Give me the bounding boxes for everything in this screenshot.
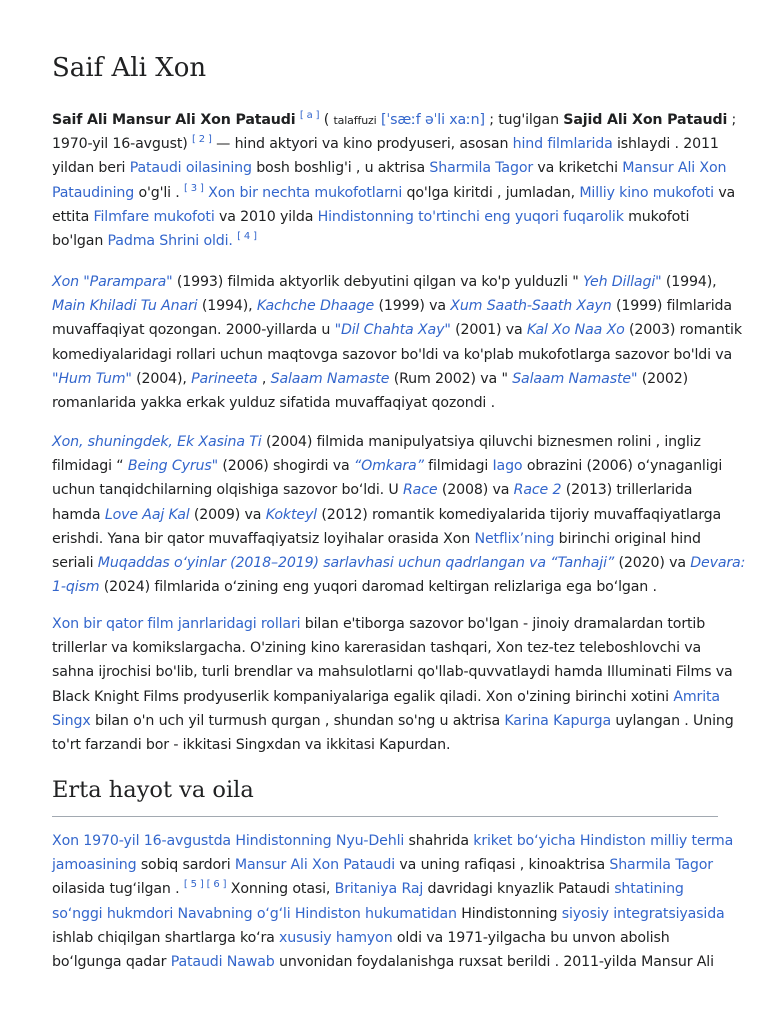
article-link[interactable]: "Dil Chahta Xay" [334,322,451,339]
citation-link[interactable]: [ 2 ] [192,134,212,146]
article-link[interactable]: hind filmlarida [512,136,613,153]
body-text: oilasida tug‘ilgan . [52,881,184,898]
body-text: hamda [52,506,105,523]
body-text: sobiq sardori [136,857,235,874]
article-link[interactable]: Devara: [690,554,746,571]
body-text: va 2010 yilda [214,208,318,225]
article-link[interactable]: Race [402,482,438,499]
body-text: Xonning otasi, [226,881,335,898]
body-text: uchun tanqidchilarning olqishiga sazovor bo‘ldi. U [52,482,403,499]
article-link[interactable]: Main Khiladi Tu Anari [52,298,198,315]
article-link[interactable]: Mansur Ali Xon [622,160,727,177]
text-line [52,685,732,709]
citation-link[interactable]: [ 5 ] [ 6 ] [183,879,227,891]
text-line [52,367,732,391]
article-link[interactable]: Kal Xo Naa Xo [526,322,625,339]
body-text: (2013) trillerlarida [561,482,693,499]
article-link[interactable]: Being Cyrus" [127,458,219,475]
body-text: ishlaydi . 2011 [612,136,719,153]
body-text: (1993) filmida aktyorlik debyutini qilgan va ko'p yulduzli " [172,274,584,290]
body-text: bo'lgan [52,232,108,249]
article-link[interactable]: “Omkara” [353,458,424,475]
body-text: , [257,370,271,387]
article-link[interactable]: Salaam Namaste" [512,370,638,387]
article-link[interactable]: Pataudi Nawab [170,953,275,970]
article-link[interactable]: Sharmila Tagor [609,857,713,874]
body-text: (2020) va [614,554,691,571]
roles-paragraph [52,430,746,599]
section-divider [52,816,718,817]
body-text: (2001) va [450,322,527,339]
body-text: (2003) romantik [624,322,742,339]
body-text: davridagi knyazlik Pataudi [423,881,615,898]
body-text: ettita [52,208,94,225]
body-text: ; tug'ilgan [484,112,564,128]
pronunciation-label: talaffuzi [333,114,377,127]
article-link[interactable]: Xon, shuningdek, Ek Xasina Ti [52,434,262,450]
article-link[interactable]: "Hum Tum" [52,370,132,387]
bold-text: Saif Ali Mansur Ali Xon Pataudi [52,112,296,128]
text-line [52,853,732,877]
body-text: bilan e'tiborga sazovor bo'lgan - jinoiy dramalardan tortib [300,616,706,632]
body-text: trillerlar va komikslargacha. O'zining kino karerasidan tashqari, Xon tez-tez teleboshlovchi va [52,640,702,657]
article-link[interactable]: 1-qism [52,579,100,596]
article-link[interactable]: Race 2 [513,482,562,499]
body-text: (2004), [131,370,192,387]
article-link[interactable]: Kokteyl [265,506,317,523]
body-text: (2006) shogirdi va [218,458,354,475]
body-text: va kriketchi [533,160,623,177]
text-line [52,181,736,205]
body-text: erishdi. Yana bir qator muvaffaqiyatsiz loyihalar orasida Xon [52,530,475,547]
article-link[interactable]: shtatining [614,881,684,898]
body-text: (2004) filmida manipulyatsiya qiluvchi biznesmen rolini , ingliz [261,434,701,450]
body-text: va [713,184,736,201]
body-text: (2009) va [189,506,266,523]
body-text: (2024) filmlarida o‘zining eng yuqori daromad keltirgan relizlariga ega bo‘lgan . [99,579,657,596]
body-text: o'g'li . [134,184,185,201]
body-text: (1999) va [374,298,451,315]
text-line [52,270,732,294]
article-link[interactable]: jamoasining [52,857,137,874]
text-line [52,551,746,575]
article-link[interactable]: Love Aaj Kal [104,506,190,523]
citation-link[interactable]: [ 4 ] [237,230,257,242]
text-line [52,950,732,974]
text-line [52,205,732,229]
article-link[interactable]: [ˈsæːf əˈli xaːn] [380,112,485,128]
article-link[interactable]: Karina Kapurga [504,712,612,729]
text-line [52,343,732,367]
text-line [52,391,732,415]
body-text: (2002) [637,370,688,387]
text-line [52,926,732,950]
text-line [52,108,737,132]
article-link[interactable]: Singx [52,712,91,729]
article-link[interactable]: Iago [492,458,523,475]
body-text: komediyalaridagi rollari uchun maqtovga sazovor bo'ldi va ko'plab mukofotlarga sazovor bo'ldi va [52,346,733,363]
text-line [52,902,732,926]
text-line [52,612,732,636]
article-link[interactable]: Xum Saath-Saath Xayn [450,298,612,315]
bold-text: Sajid Ali Xon Pataudi [563,112,728,128]
text-line [52,318,742,342]
article-link[interactable]: Amrita [673,688,720,705]
citation-link[interactable]: [ a ] [299,110,320,121]
article-link[interactable]: Britaniya Raj [334,881,424,898]
career-paragraph [52,270,742,415]
early-life-paragraph [52,829,732,974]
article-link[interactable]: so‘nggi hukmdori Navabning o‘g‘li Hindiston hukumatidan [52,905,457,922]
body-text: oldi va 1971-yilgacha bu unvon abolish [392,929,670,946]
body-text: sahna ijrochisi bo'lib, turli brendlar va mahsulotlarni qo'llab-quvvatlaydi hamda Illuminati Films va [52,664,733,681]
body-text: obrazini (2006) o‘ynaganligi [522,458,723,475]
body-text: romanlarida yakka erkak yulduz sifatida muvaffaqiyat qozondi . [52,394,495,411]
text-line [52,132,732,156]
body-text: bilan o'n uch yil turmush qurgan , shundan so'ng u aktrisa [90,712,505,729]
body-text: (2008) va [437,482,514,499]
body-text: bo‘lgunga qadar [52,953,171,970]
section-heading: Erta hayot va oila [52,777,254,803]
text-line [52,829,732,853]
article-link[interactable]: Kachche Dhaage [256,298,375,315]
article-link[interactable]: Pataudining [52,184,135,201]
article-link[interactable]: Sharmila Tagor [429,160,534,177]
body-text: Black Knight Films prodyuserlik kompaniyalariga egalik qiladi. Xon o'zining birinchi xotini [52,688,674,705]
text-line [52,575,732,599]
article-link[interactable]: Filmfare mukofoti [93,208,215,225]
article-link[interactable]: Xon bir qator film janrlaridagi rollari [52,616,301,632]
article-link[interactable]: siyosiy integratsiyasida [561,905,725,922]
text-line [52,877,732,901]
body-text: shahrida [404,833,474,849]
article-link[interactable]: Parineeta [191,370,258,387]
body-text: qo'lga kiritdi , jumladan, [402,184,580,201]
article-link[interactable]: Hindistonning to'rtinchi eng yuqori fuqarolik [317,208,624,225]
text-line [52,454,732,478]
page-title: Saif Ali Xon [52,53,207,83]
text-line [52,709,732,733]
article-link[interactable]: kriket bo‘yicha Hindiston milliy terma [473,833,734,849]
body-text: (1994), [661,274,717,290]
body-text: uylangan . Uning [611,712,734,729]
body-text: unvonidan foydalanishga ruxsat berildi . 2011-yilda Mansur Ali [274,953,714,970]
text-line [52,478,732,502]
article-link[interactable]: xususiy hamyon [279,929,393,946]
text-line [52,503,732,527]
intro-paragraph [52,108,737,253]
body-text: — hind aktyori va kino prodyuseri, asosan [211,136,513,153]
body-text: filmidagi “ [52,458,128,475]
article-link[interactable]: Xon bir nechta mukofotlarni [208,184,403,201]
text-line [52,430,732,454]
text-line [52,636,732,660]
body-text: birinchi original hind [554,530,701,547]
body-text: seriali [52,554,98,571]
text-line [52,660,732,684]
body-text: to'rt farzandi bor - ikkitasi Singxdan va ikkitasi Kapurdan. [52,736,451,753]
article-link[interactable]: Muqaddas o‘yinlar (2018–2019) sarlavhasi uchun qadrlangan va “Tanhaji” [97,554,615,571]
body-text: Hindistonning [456,905,562,922]
article-link[interactable]: Mansur Ali Xon Pataudi [234,857,396,874]
article-link[interactable]: Yeh Dillagi" [583,274,662,290]
text-line [52,527,732,551]
article-link[interactable]: Milliy kino mukofoti [579,184,714,201]
body-text: (1994), [197,298,257,315]
personal-paragraph [52,612,732,757]
article-link[interactable]: Xon "Parampara" [52,274,173,290]
article-link[interactable]: Pataudi oilasining [129,160,252,177]
body-text: ishlab chiqilgan shartlarga ko‘ra [52,929,280,946]
body-text: bosh boshlig'i , u aktrisa [251,160,430,177]
text-line [52,229,732,253]
text-line [52,733,732,757]
body-text: 1970-yil 16-avgust) [52,136,193,153]
body-text: va uning rafiqasi , kinoaktrisa [395,857,610,874]
body-text: (Rum 2002) va " [389,370,513,387]
body-text: mukofoti [623,208,690,225]
body-text: muvaffaqiyat qozongan. 2000-yillarda u [52,322,335,339]
body-text: (1999) filmlarida [611,298,732,315]
body-text: filmidagi [423,458,493,475]
body-text: (2012) romantik komediyalarida tijoriy muvaffaqiyatlarga [316,506,722,523]
body-text: yildan beri [52,160,130,177]
article-link[interactable]: Padma Shrini oldi. [107,232,233,249]
text-line [52,294,732,318]
body-text: ; [727,112,737,128]
article-link[interactable]: Netflix’ning [474,530,555,547]
citation-link[interactable]: [ 3 ] [184,182,204,194]
article-link[interactable]: Xon 1970-yil 16-avgustda Hindistonning Nyu-Dehli [52,833,405,849]
text-line [52,156,732,180]
body-text: ( [319,112,334,128]
article-link[interactable]: Salaam Namaste [270,370,390,387]
